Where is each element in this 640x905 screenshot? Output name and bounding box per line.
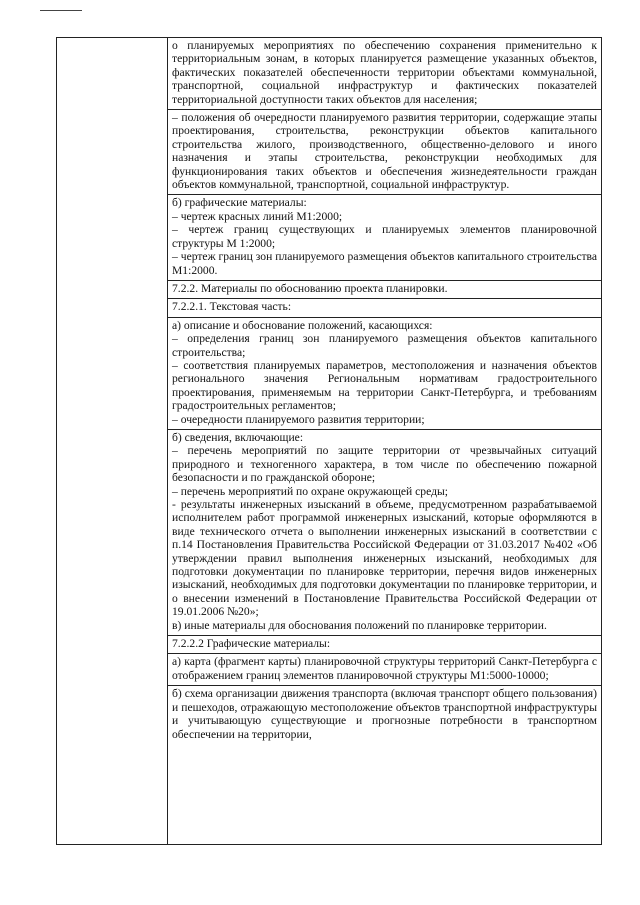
text-cell xyxy=(168,318,601,430)
paragraph: – соответствия планируемых параметров, местоположения и назначения объектов регионального значения Региональным нормативам градостроительного проектирования, применяемым на территории Санкт-Петербурга, и требованиям градостроительных регламентов; xyxy=(172,358,597,413)
paragraph: 7.2.2.1. Текстовая часть: xyxy=(172,300,292,314)
text-cell xyxy=(168,281,601,299)
text-cell xyxy=(168,430,601,636)
right-column xyxy=(168,38,601,844)
header-rule xyxy=(40,10,82,11)
paragraph: о планируемых мероприятиях по обеспечению сохранения применительно к территориальным зонам, в которых планируется размещение указанных объектов, фактических показателей обеспеченности территории объектами коммунальной, транспортной, социальной инфраструктур и фактических показателей территориальной доступности таких объектов для населения; xyxy=(172,39,597,106)
paragraph: – положения об очередности планируемого развития территории, содержащие этапы проектирования, строительства, реконструкции объектов капитального строительства жилого, производственного, общественно-делового и иного назначения и этапы строительства, реконструкции необходимых для функционирования таких объектов и обеспечения жизнедеятельности граждан объектов коммунальной, транспортной, социальной инфраструктур. xyxy=(172,111,597,192)
paragraph: в) иные материалы для обоснования положений по планировке территории. xyxy=(172,618,547,632)
paragraph: б) схема организации движения транспорта (включая транспорт общего пользования) и пешеходов, отражающую местоположение объектов транспортной инфраструктуры и учитывающую существующие и прогнозные потребности в транспортном обеспечении на территории, xyxy=(172,687,597,741)
paragraph: б) графические материалы: xyxy=(172,196,307,210)
paragraph: 7.2.2.2 Графические материалы: xyxy=(172,637,331,651)
text-cell xyxy=(168,299,601,317)
text-cell xyxy=(168,195,601,280)
paragraph: - результаты инженерных изысканий в объеме, предусмотренном разрабатываемой исполнителем работ программой инженерных изысканий, которые оформляются в виде технического отчета о выполнении инженерных изысканий в соответствии с п.14 Постановления Правительства Российской Федерации от 31.03.2017 №402 «Об утверждении правил выполнения инженерных изысканий, необходимых для подготовки документации по планировке территории, перечня видов инженерных изысканий, необходимых для подготовки документации по планировке территории, и о внесении изменений в Постановление Правительства Российской Федерации от 19.01.2006 №20»; xyxy=(172,498,597,619)
left-column xyxy=(57,38,168,844)
text-cell xyxy=(168,38,601,110)
paragraph: б) сведения, включающие: xyxy=(172,430,304,444)
paragraph: – очередности планируемого развития территории; xyxy=(172,412,425,426)
paragraph: – чертеж границ существующих и планируемых элементов планировочной структуры М 1:2000; xyxy=(172,223,597,250)
text-cell xyxy=(168,110,601,195)
text-cell xyxy=(168,636,601,654)
paragraph: а) описание и обоснование положений, касающихся: xyxy=(172,318,433,332)
document-table xyxy=(56,37,602,845)
paragraph: а) карта (фрагмент карты) планировочной структуры территорий Санкт-Петербурга с отображением границ элементов планировочной структуры М1:5000-10000; xyxy=(172,655,597,682)
paragraph: – перечень мероприятий по охране окружающей среды; xyxy=(172,484,449,498)
text-cell xyxy=(168,654,601,686)
paragraph: – перечень мероприятий по защите территории от чрезвычайных ситуаций природного и техногенного характера, в том числе по обеспечению пожарной безопасности и по гражданской обороне; xyxy=(172,444,597,485)
paragraph: – чертеж красных линий М1:2000; xyxy=(172,209,343,223)
paragraph: – определения границ зон планируемого размещения объектов капитального строительства; xyxy=(172,332,597,359)
text-cell xyxy=(168,686,601,744)
paragraph: 7.2.2. Материалы по обоснованию проекта планировки. xyxy=(172,281,448,295)
paragraph: – чертеж границ зон планируемого размещения объектов капитального строительства М1:2000. xyxy=(172,250,597,277)
